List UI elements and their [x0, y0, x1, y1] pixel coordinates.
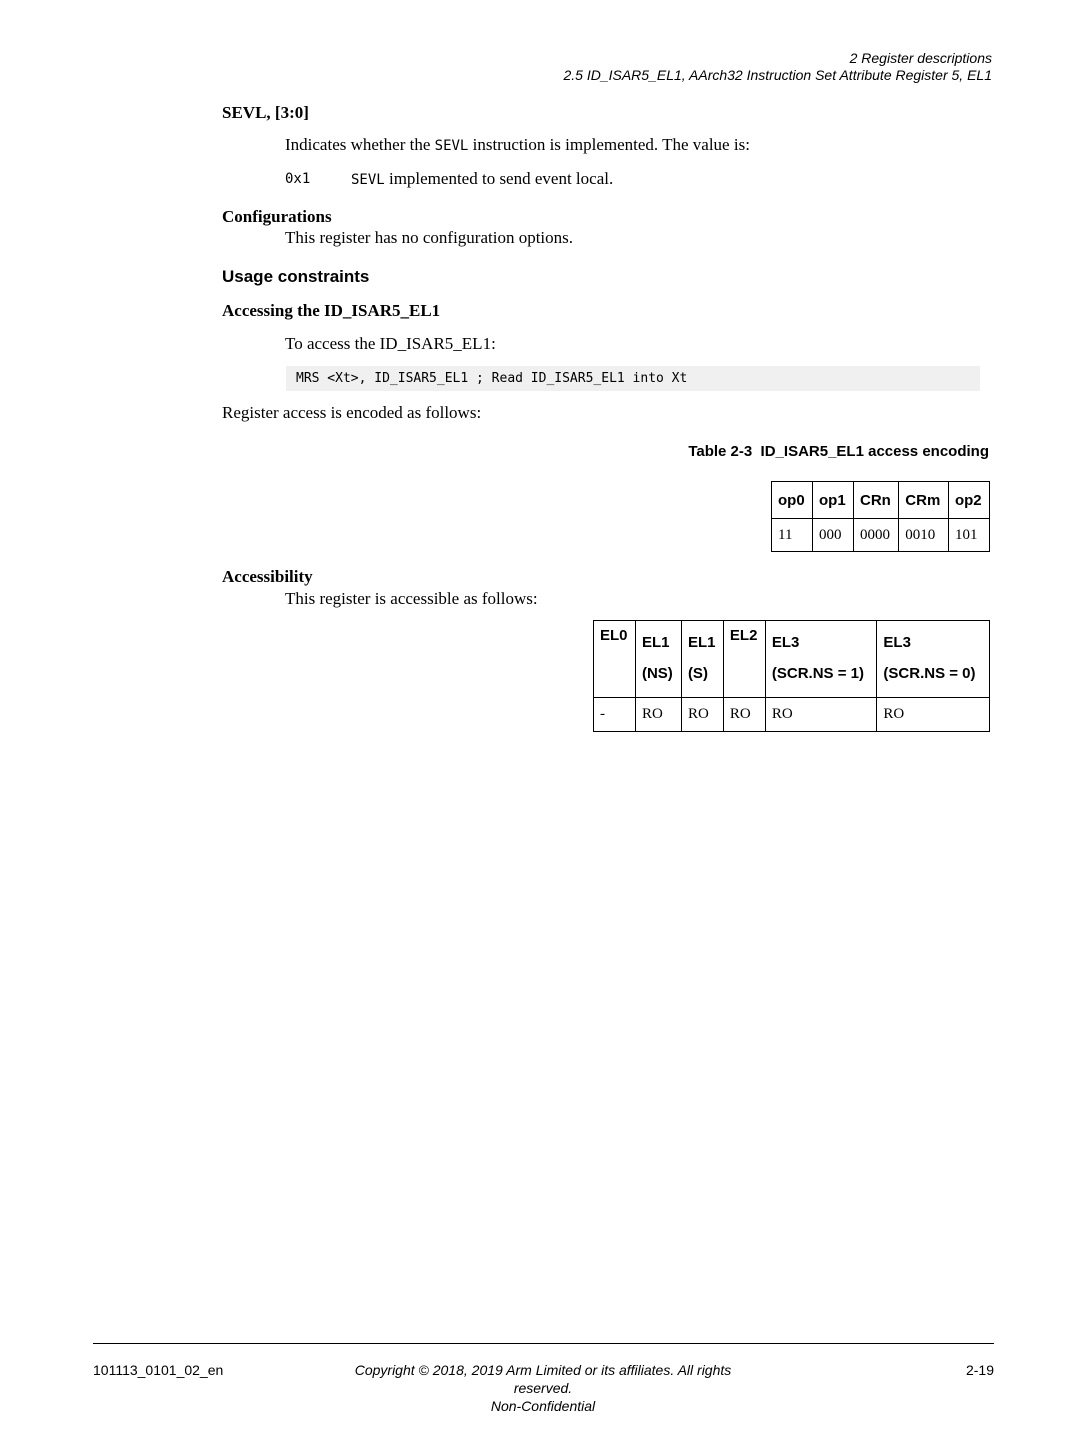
- encoding-table-header-row: [772, 482, 990, 519]
- header-chapter: 2 Register descriptions: [849, 50, 992, 66]
- access-cell: RO: [681, 698, 723, 732]
- access-cell: RO: [723, 698, 765, 732]
- code-block: [286, 366, 980, 391]
- sevl-value-description: [351, 169, 613, 189]
- usage-constraints-heading: Usage constraints: [222, 267, 370, 286]
- footer-divider: [93, 1343, 994, 1344]
- footer-copyright: [300, 1361, 786, 1415]
- sevl-value-desc-code: SEVL: [351, 172, 385, 188]
- access-header-el1-s: EL1 (S): [681, 621, 723, 698]
- access-header-el2: EL2: [723, 621, 765, 698]
- access-cell: RO: [635, 698, 681, 732]
- accessibility-table-row: [594, 698, 990, 732]
- accessibility-text: This register is accessible as follows:: [285, 589, 538, 608]
- accessibility-table: [593, 620, 990, 732]
- sevl-desc-post: instruction is implemented. The value is:: [468, 135, 750, 154]
- access-intro: To access the ID_ISAR5_EL1:: [285, 334, 496, 353]
- sevl-value-desc-post: implemented to send event local.: [384, 169, 614, 188]
- access-cell: -: [594, 698, 636, 732]
- encoding-cell: 0000: [854, 519, 899, 552]
- encoding-header-cell: op2: [948, 482, 989, 519]
- encoding-cell: 000: [813, 519, 854, 552]
- sevl-heading: SEVL, [3:0]: [222, 103, 309, 122]
- footer-confidentiality: Non-Confidential: [490, 1398, 596, 1414]
- encoding-cell: 0010: [899, 519, 949, 552]
- accessibility-heading: Accessibility: [222, 567, 313, 586]
- header-section: 2.5 ID_ISAR5_EL1, AArch32 Instruction Set Attribute Register 5, EL1: [563, 67, 992, 83]
- encoding-header-cell: CRn: [854, 482, 899, 519]
- encoded-text: Register access is encoded as follows:: [222, 403, 482, 422]
- accessing-heading: Accessing the ID_ISAR5_EL1: [222, 301, 441, 320]
- access-header-el3-ns0: EL3 (SCR.NS = 0): [877, 621, 990, 698]
- access-header-el0: EL0: [594, 621, 636, 698]
- footer-page-number: 2-19: [965, 1362, 994, 1378]
- page-header: [563, 50, 992, 84]
- encoding-table-row: [772, 519, 990, 552]
- code-line: MRS <Xt>, ID_ISAR5_EL1 ; Read ID_ISAR5_EL1 into Xt: [296, 371, 688, 386]
- encoding-header-cell: op0: [772, 482, 813, 519]
- access-cell: RO: [877, 698, 990, 732]
- encoding-header-cell: CRm: [899, 482, 949, 519]
- encoding-table-caption: Table 2-3 ID_ISAR5_EL1 access encoding: [688, 443, 989, 460]
- footer-copyright-line1: Copyright © 2018, 2019 Arm Limited or its affiliates. All rights: [354, 1362, 732, 1378]
- sevl-desc-code: SEVL: [434, 138, 469, 154]
- access-cell: RO: [765, 698, 877, 732]
- footer-copyright-line2: reserved.: [513, 1380, 573, 1396]
- encoding-table: [771, 481, 990, 552]
- encoding-cell: 11: [772, 519, 813, 552]
- footer-doc-id: 101113_0101_02_en: [93, 1362, 224, 1378]
- accessibility-table-header-row: [594, 621, 990, 698]
- sevl-description: [285, 135, 750, 155]
- encoding-header-cell: op1: [813, 482, 854, 519]
- configurations-heading: Configurations: [222, 207, 332, 226]
- configurations-text: This register has no configuration options.: [285, 228, 574, 247]
- sevl-value-code: 0x1: [285, 171, 311, 187]
- sevl-desc-pre: Indicates whether the: [285, 135, 435, 154]
- encoding-cell: 101: [948, 519, 989, 552]
- access-header-el3-ns1: EL3 (SCR.NS = 1): [765, 621, 877, 698]
- access-header-el1-ns: EL1 (NS): [635, 621, 681, 698]
